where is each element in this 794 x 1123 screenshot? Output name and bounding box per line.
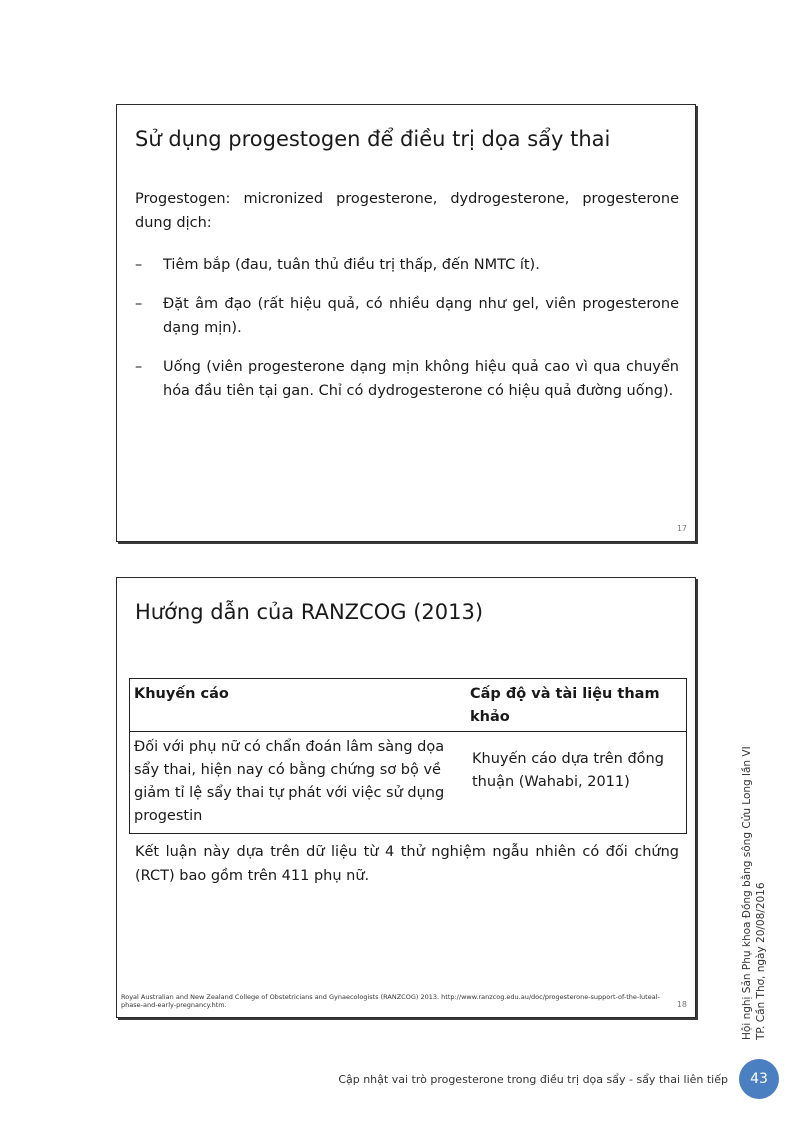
header-recommendation: Khuyến cáo <box>134 686 229 702</box>
bullet-text: Đặt âm đạo (rất hiệu quả, có nhiều dạng như gel, viên progesterone dạng mịn). <box>163 296 679 336</box>
slide-number: 17 <box>676 524 687 533</box>
table-header <box>130 679 686 732</box>
dash-bullet: – <box>135 257 143 273</box>
bullet-text: Uống (viên progesterone dạng mịn không hiệu quả cao vì qua chuyển hóa đầu tiên tại gan. Chỉ có dydrogesterone có hiệu quả đường uống). <box>163 359 679 399</box>
slide-18 <box>116 577 696 1018</box>
list-item <box>135 253 679 277</box>
page-number-badge: 43 <box>739 1059 779 1099</box>
list-item <box>135 292 679 340</box>
bullet-list <box>135 253 679 418</box>
slide-title: Sử dụng progestogen để điều trị dọa sẩy thai <box>135 127 611 151</box>
conference-date: TP. Cần Thơ, ngày 20/08/2016 <box>755 882 767 1040</box>
slide-number: 18 <box>676 1000 687 1009</box>
dash-bullet: – <box>135 296 143 312</box>
conference-side-text <box>740 740 768 1040</box>
table-row <box>130 732 686 833</box>
slide-title: Hướng dẫn của RANZCOG (2013) <box>135 600 484 624</box>
cell-recommendation: Đối với phụ nữ có chẩn đoán lâm sàng dọa sẩy thai, hiện nay có bằng chứng sơ bộ về giảm tỉ lệ sẩy thai tự phát với việc sử dụng progestin <box>134 739 445 824</box>
conference-name: Hội nghị Sản Phụ khoa Đồng bằng sông Cửu Long lần VI <box>741 746 753 1040</box>
slide-17 <box>116 104 696 542</box>
bullet-text: Tiêm bắp (đau, tuân thủ điều trị thấp, đến NMTC ít). <box>163 257 540 273</box>
dash-bullet: – <box>135 359 143 375</box>
cell-level-reference: Khuyến cáo dựa trên đồng thuận (Wahabi, 2011) <box>472 751 664 790</box>
header-level-reference: Cấp độ và tài liệu tham khảo <box>470 686 660 725</box>
footer-title: Cập nhật vai trò progesterone trong điều trị dọa sẩy - sẩy thai liên tiếp <box>338 1073 728 1086</box>
list-item <box>135 355 679 403</box>
reference-citation: Royal Australian and New Zealand College of Obstetricians and Gynaecologists (RANZCOG) 2013. http://www.ranzcog.edu.au/doc/progesterone-support-of-the-luteal-phase-and-early-pregnancy.htm. <box>121 993 660 1009</box>
intro-text: Progestogen: micronized progesterone, dydrogesterone, progesterone dung dịch: <box>135 191 679 231</box>
recommendation-table <box>129 678 687 834</box>
conclusion-text: Kết luận này dựa trên dữ liệu từ 4 thử nghiệm ngẫu nhiên có đối chứng (RCT) bao gồm trên 411 phụ nữ. <box>135 844 679 884</box>
